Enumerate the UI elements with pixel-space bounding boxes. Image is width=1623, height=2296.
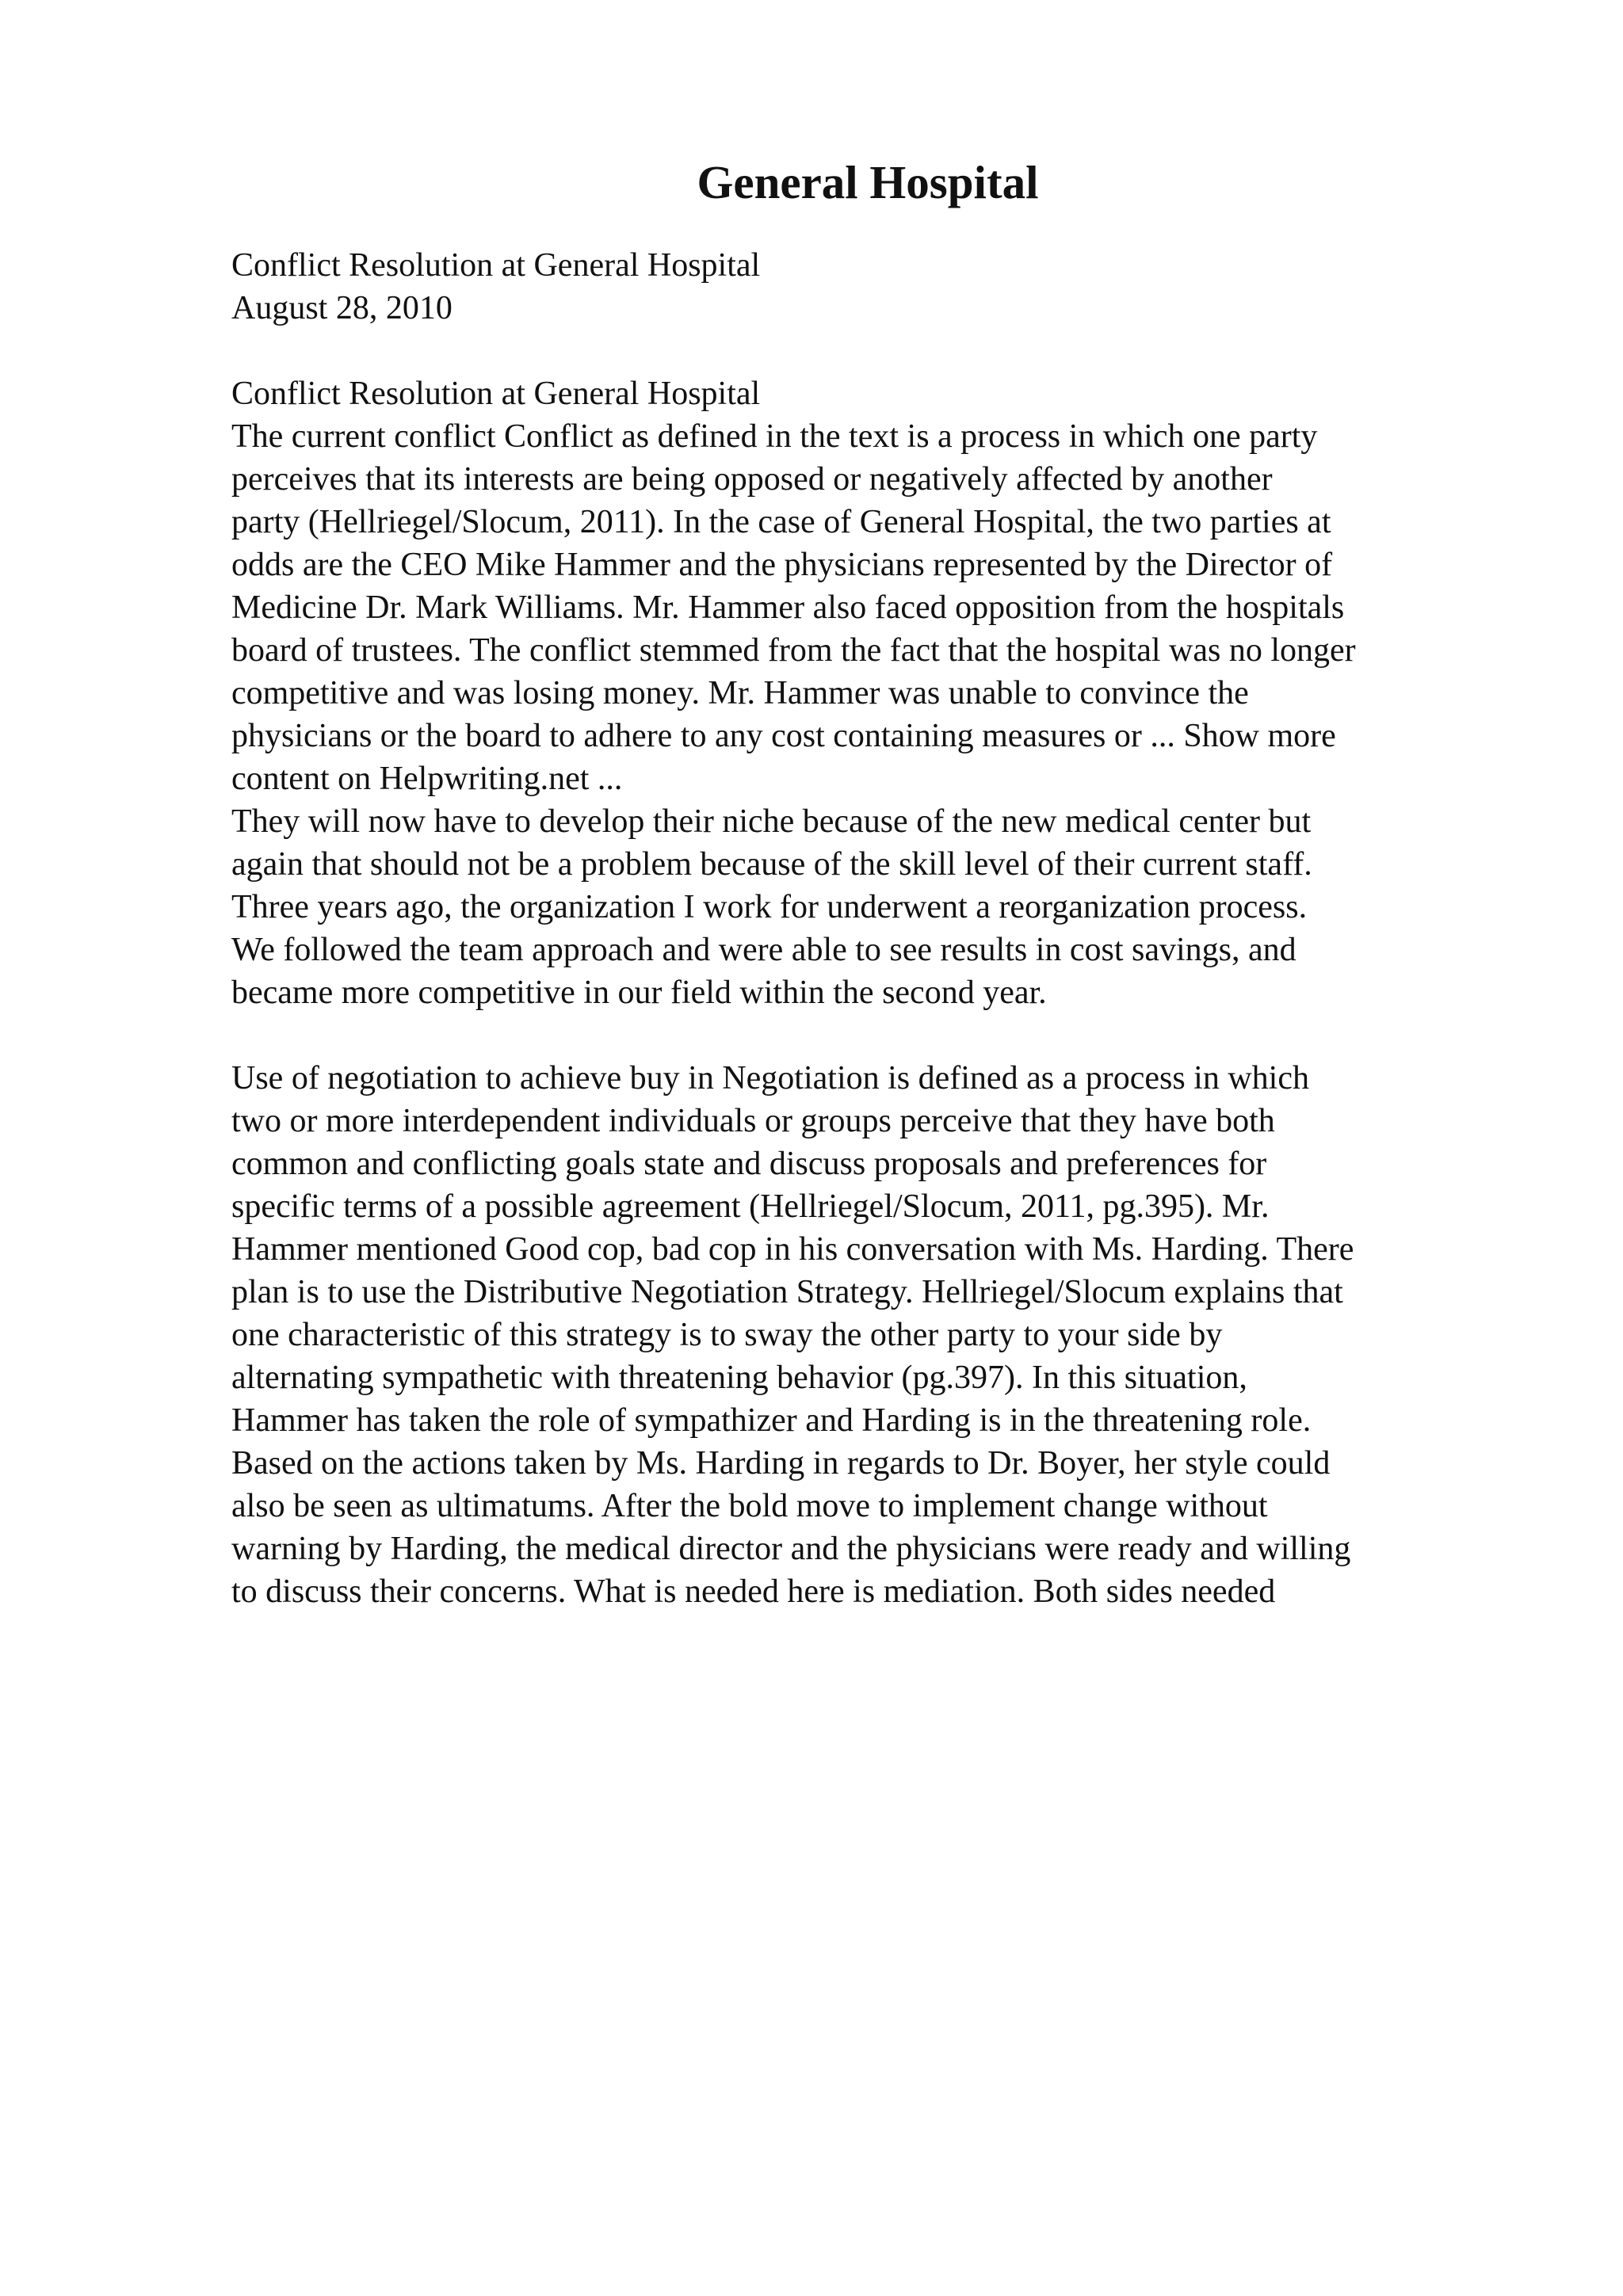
text-line: Hammer has taken the role of sympathizer and Harding is in the threatening role. <box>231 1402 1312 1439</box>
text-line: also be seen as ultimatums. After the bold move to implement change without <box>231 1488 1268 1524</box>
text-line: to discuss their concerns. What is needed here is mediation. Both sides needed <box>231 1573 1276 1610</box>
page-title: General Hospital <box>697 156 1039 208</box>
text-line: party (Hellriegel/Slocum, 2011). In the case of General Hospital, the two parties at <box>231 504 1331 540</box>
text-line: warning by Harding, the medical director and the physicians were ready and willing <box>231 1531 1351 1567</box>
spacer <box>231 1014 1499 1057</box>
paragraph-3 <box>231 1057 1499 1613</box>
document-body <box>231 244 1499 1613</box>
section-heading: Conflict Resolution at General Hospital <box>231 376 761 412</box>
text-line: specific terms of a possible agreement (Hellriegel/Slocum, 2011, pg.395). Mr. <box>231 1188 1270 1225</box>
text-line: content on Helpwriting.net ... <box>231 761 623 797</box>
text-line: We followed the team approach and were able to see results in cost savings, and <box>231 932 1296 968</box>
text-line: physicians or the board to adhere to any cost containing measures or ... Show more <box>231 718 1336 754</box>
text-line: one characteristic of this strategy is to sway the other party to your side by <box>231 1317 1223 1353</box>
text-line: Based on the actions taken by Ms. Harding in regards to Dr. Boyer, her style could <box>231 1445 1331 1482</box>
text-line: They will now have to develop their niche because of the new medical center but <box>231 803 1312 840</box>
paragraph-2 <box>231 800 1499 1014</box>
text-line: became more competitive in our field within the second year. <box>231 974 1047 1011</box>
text-line: plan is to use the Distributive Negotiation Strategy. Hellriegel/Slocum explains that <box>231 1274 1343 1310</box>
text-line: board of trustees. The conflict stemmed from the fact that the hospital was no longer <box>231 632 1356 669</box>
text-line: Three years ago, the organization I work for underwent a reorganization process. <box>231 889 1308 925</box>
text-line: two or more interdependent individuals or groups perceive that they have both <box>231 1103 1275 1139</box>
text-line: Use of negotiation to achieve buy in Negotiation is defined as a process in which <box>231 1060 1309 1097</box>
header-line-course: Conflict Resolution at General Hospital <box>231 247 761 284</box>
text-line: alternating sympathetic with threatening behavior (pg.397). In this situation, <box>231 1360 1247 1396</box>
text-line: Medicine Dr. Mark Williams. Mr. Hammer also faced opposition from the hospitals <box>231 589 1345 626</box>
text-line: common and conflicting goals state and discuss proposals and preferences for <box>231 1146 1267 1182</box>
paragraph-1 <box>231 415 1499 800</box>
text-line: Hammer mentioned Good cop, bad cop in his conversation with Ms. Harding. There <box>231 1231 1354 1268</box>
text-line: perceives that its interests are being opposed or negatively affected by another <box>231 461 1273 498</box>
text-line: odds are the CEO Mike Hammer and the physicians represented by the Director of <box>231 547 1333 583</box>
header-line-date: August 28, 2010 <box>231 290 453 326</box>
text-line: competitive and was losing money. Mr. Hammer was unable to convince the <box>231 675 1249 711</box>
text-line: again that should not be a problem because of the skill level of their current staff. <box>231 846 1312 883</box>
spacer <box>231 330 1499 372</box>
text-line: The current conflict Conflict as defined in the text is a process in which one party <box>231 418 1318 455</box>
